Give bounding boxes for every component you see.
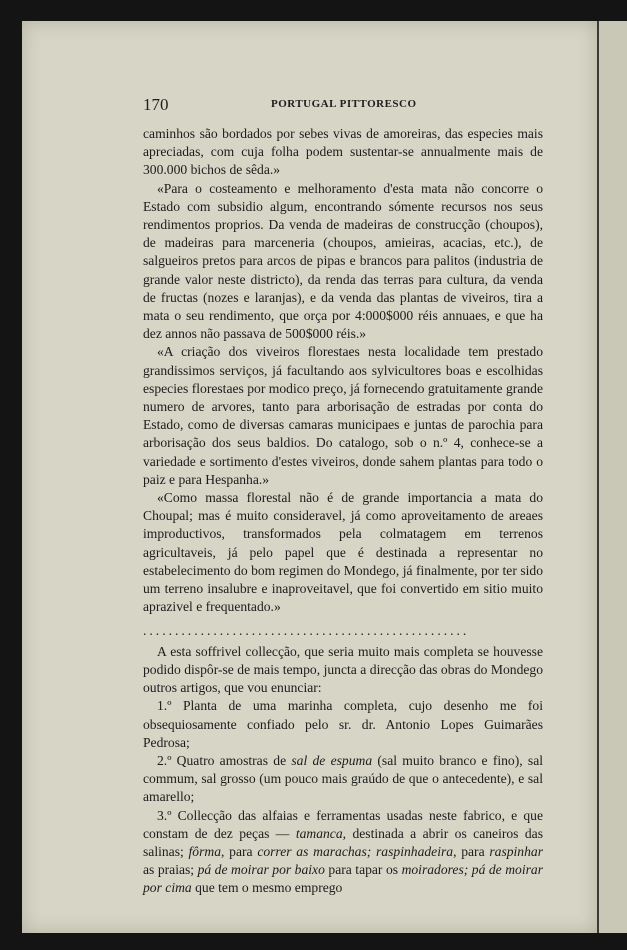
- item-3-term-1: tamanca: [295, 825, 343, 841]
- item-3-term-2: fôrma: [188, 843, 222, 859]
- paragraph-2: «Para o costeamento e melhoramento d'esta mata não concorre o Estado com subsidio algum, encontrando sómente recursos nos seus rendimentos proprios. Da venda de madeiras de construcção (choupos), de madeiras para marceneria (choupos, amieiras, acacias, etc.), de salgueiros pretos para arcos de pipas e brancos para palitos (industria de grande valor neste districto), da renda das terras para cultura, da venda de fructas (nozes e laranjas), e da venda das plantas de viveiros, tira a mata o seu rendimento, que orça por 4:000$000 réis annuaes, e que ha dez annos não passava de 500$000 réis.»: [143, 180, 543, 342]
- item-3-text-7: que tem o mesmo emprego: [191, 880, 343, 896]
- item-3: [143, 807, 543, 898]
- next-page-edge: [597, 21, 627, 933]
- item-3-text-4: , para: [453, 843, 490, 859]
- page-header: [143, 95, 543, 115]
- item-3-text-6: para tapar os: [324, 862, 402, 878]
- ellipsis-divider: ...................................................: [143, 623, 470, 639]
- item-2-text-a: 2.º Quatro amostras de: [157, 752, 292, 768]
- item-3-term-6: moiradores; pá de moirar por cima: [143, 862, 543, 896]
- item-1: 1.º Planta de uma marinha completa, cujo desenho me foi obsequiosamente confiado pelo sr. dr. Antonio Lopes Guimarães Pedrosa;: [143, 698, 543, 750]
- body-text: [143, 125, 543, 898]
- item-2-term: sal de espuma: [291, 752, 373, 768]
- item-3-term-5: pá de moirar por baixo: [197, 862, 325, 878]
- item-3-term-4: raspinhar: [489, 843, 543, 859]
- paragraph-1: caminhos são bordados por sebes vivas de amoreiras, das especies mais apreciadas, com cuja folha podem sustentar-se annualmente mais de 300.000 bichos de sêda.»: [143, 126, 543, 178]
- item-3-text-2: , destinada a abrir os caneiros das salinas;: [143, 825, 543, 859]
- paragraph-5: A esta soffrivel collecção, que seria muito mais completa se houvesse podido dispôr-se de mais tempo, juncta a direcção das obras do Mondego outros artigos, que vou enunciar:: [143, 643, 543, 696]
- paragraph-3: «A criação dos viveiros florestaes nesta localidade tem prestado grandissimos serviços, já facultando aos sylvicultores boas e escolhidas especies florestaes por modico preço, já fornecendo gratuitamente grande numero de arvores, tanto para arborisação de estradas por conta do Estado, como de diversas camaras municipaes e juntas de parochia para arborisação dos seus baldios. Do catalogo, sob o n.º 4, conhece-se a variedade e sortimento d'estes viveiros, donde sahem plantas para todo o paiz e para Hespanha.»: [143, 344, 543, 487]
- item-3-term-3: correr as marachas; raspinhadeira: [257, 843, 454, 859]
- page-number: 170: [143, 95, 169, 114]
- item-2-text-b: (sal muito branco e fino), sal commum, sal grosso (um pouco mais graúdo de que o antecedente), e sal amarello;: [143, 752, 544, 805]
- item-2: [143, 752, 543, 807]
- paragraph-4: «Como massa florestal não é de grande importancia a mata do Choupal; mas é muito consideravel, já como aproveitamento de areaes improductivos, transformados pela colmatagem em terrenos agricultaveis, já pelo papel que é destinada a representar no estabelecimento do bom regimen do Mondego, já finalmente, por ter sido um terreno insalubre e inaproveitavel, que foi convertido em sitio muito aprazivel e frequentado.»: [143, 490, 543, 615]
- running-title: PORTUGAL PITTORESCO: [271, 98, 417, 110]
- item-3-text-1: 3.º Collecção das alfaias e ferramentas usadas neste fabrico, e que constam de dez peças —: [143, 807, 543, 841]
- item-3-text-5: as praias;: [143, 862, 198, 878]
- item-3-text-3: , para: [221, 843, 258, 859]
